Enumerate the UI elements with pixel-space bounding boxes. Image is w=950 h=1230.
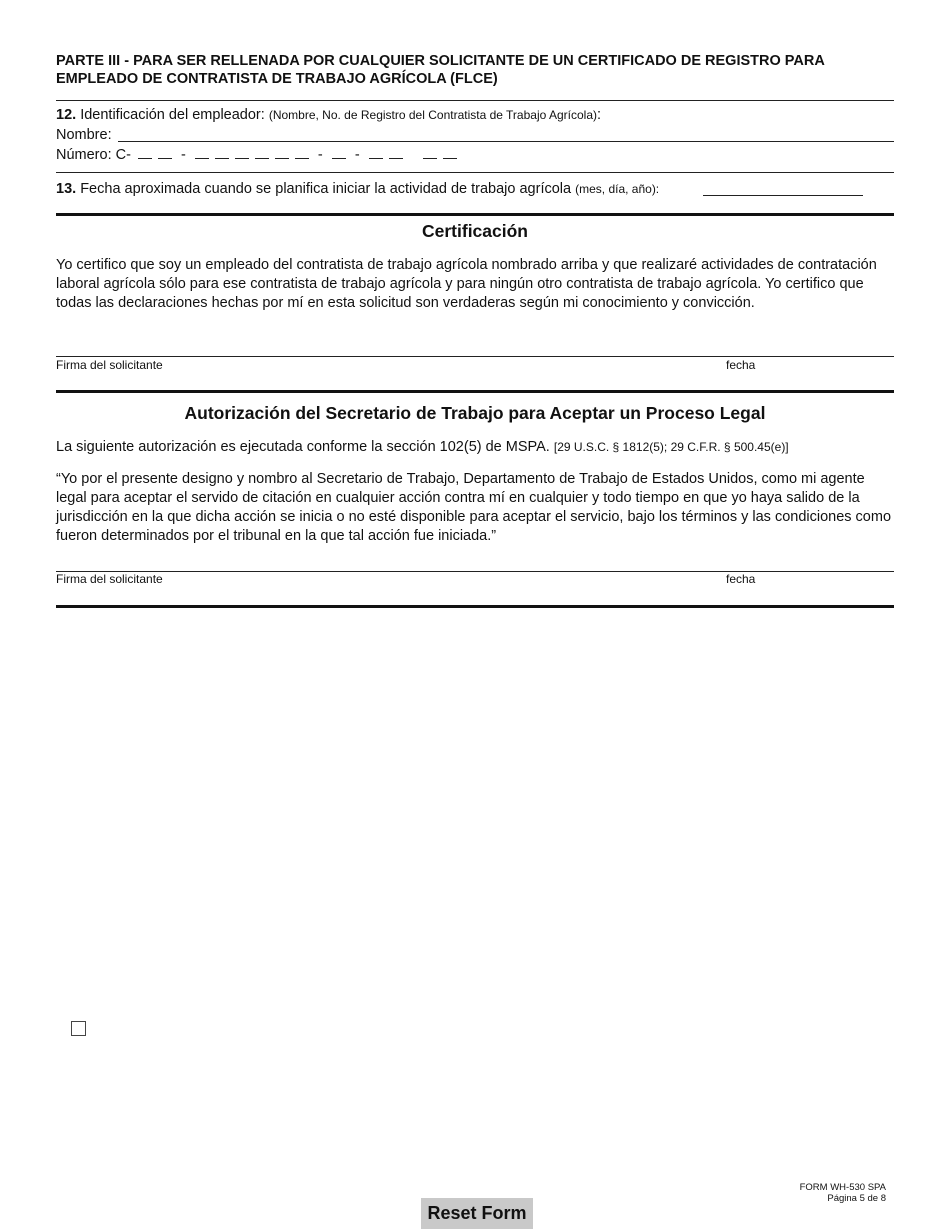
section-divider bbox=[56, 605, 894, 608]
item13-label bbox=[56, 180, 716, 198]
form-footer bbox=[800, 1182, 886, 1204]
digit-slot[interactable] bbox=[295, 147, 309, 159]
certification-text: Yo certifico que soy un empleado del contratista de trabajo agrícola nombrado arriba y que realizaré actividades de contratación laboral agrícola sólo para ese contratista de trabajo agrícola y para ningún otro contratista de trabajo agrícola. Yo certifico que todas las declaraciones hechas por mí en esta solicitud son verdaderas según mi conocimiento y convicción. bbox=[56, 257, 877, 311]
form-checkbox[interactable] bbox=[71, 1021, 86, 1036]
digit-slot[interactable] bbox=[255, 147, 269, 159]
digit-slot[interactable] bbox=[158, 147, 172, 159]
digit-slot[interactable] bbox=[275, 147, 289, 159]
start-date-underline bbox=[703, 195, 863, 196]
item12-number: 12. bbox=[56, 107, 77, 123]
start-date-field[interactable] bbox=[703, 180, 863, 196]
item12-colon: : bbox=[596, 107, 602, 123]
separator: - bbox=[317, 147, 323, 163]
separator: - bbox=[354, 147, 360, 163]
numero-label: Número: C- bbox=[56, 147, 131, 163]
digit-slot[interactable] bbox=[443, 147, 457, 159]
signature-label: Firma del solicitante bbox=[56, 572, 163, 586]
authorization-intro bbox=[56, 438, 896, 456]
item13-title: Fecha aproximada cuando se planifica iniciar la actividad de trabajo agrícola bbox=[80, 181, 572, 197]
authorization-title: Autorización del Secretario de Trabajo para Aceptar un Proceso Legal bbox=[184, 403, 766, 423]
signature-line[interactable] bbox=[56, 571, 894, 572]
divider bbox=[56, 100, 894, 101]
employer-name-label: Nombre: bbox=[56, 127, 112, 143]
date-label: fecha bbox=[726, 358, 756, 372]
digit-slot[interactable] bbox=[369, 147, 383, 159]
digit-slot[interactable] bbox=[215, 147, 229, 159]
digit-slot[interactable] bbox=[235, 147, 249, 159]
divider bbox=[56, 172, 894, 173]
item12-subtitle: (Nombre, No. de Registro del Contratista de Trabajo Agrícola) bbox=[268, 108, 597, 122]
item13-number: 13. bbox=[56, 181, 77, 197]
certification-title: Certificación bbox=[422, 221, 528, 241]
reset-form-button[interactable]: Reset Form bbox=[421, 1198, 533, 1229]
section-divider bbox=[56, 390, 894, 393]
section-divider bbox=[56, 213, 894, 216]
part-heading: PARTE III - PARA SER RELLENADA POR CUALQUIER SOLICITANTE DE UN CERTIFICADO DE REGISTRO PARA EMPLEADO DE CONTRATISTA DE TRABAJO AGRÍCOLA (FLCE) bbox=[56, 53, 825, 87]
separator: - bbox=[181, 147, 186, 163]
registration-number-field[interactable] bbox=[56, 146, 656, 164]
item12-title: Identificación del empleador: bbox=[80, 107, 265, 123]
date-label: fecha bbox=[726, 572, 756, 586]
digit-slot[interactable] bbox=[423, 147, 437, 159]
authorization-intro-text: La siguiente autorización es ejecutada conforme la sección 102(5) de MSPA. bbox=[56, 439, 550, 455]
authorization-quote: “Yo por el presente designo y nombro al Secretario de Trabajo, Departamento de Trabajo de Estados Unidos, como mi agente legal para aceptar el servido de citación en cualquier acción contra mí en cualquier y todo tiempo en que yo haya salido de la jurisdicción en la que dicha acción se inicia o no esté disponible para aceptar el servicio, bajo los términos y las condiciones como fueron determinados por el tribunal en la que tal acción fue iniciada.” bbox=[56, 471, 892, 544]
signature-label: Firma del solicitante bbox=[56, 358, 163, 372]
digit-slot[interactable] bbox=[138, 147, 152, 159]
page-number: Página 5 de 8 bbox=[827, 1193, 886, 1204]
employer-name-underline bbox=[118, 141, 894, 142]
digit-slot[interactable] bbox=[389, 147, 403, 159]
item13-subtitle: (mes, día, año): bbox=[575, 182, 660, 196]
authorization-citation: [29 U.S.C. § 1812(5); 29 C.F.R. § 500.45(e)] bbox=[553, 440, 789, 454]
item12-label bbox=[56, 106, 896, 124]
digit-slot[interactable] bbox=[195, 147, 209, 159]
employer-name-field[interactable] bbox=[118, 126, 894, 142]
digit-slot[interactable] bbox=[332, 147, 346, 159]
signature-line[interactable] bbox=[56, 356, 894, 357]
form-id: FORM WH-530 SPA bbox=[799, 1182, 886, 1193]
